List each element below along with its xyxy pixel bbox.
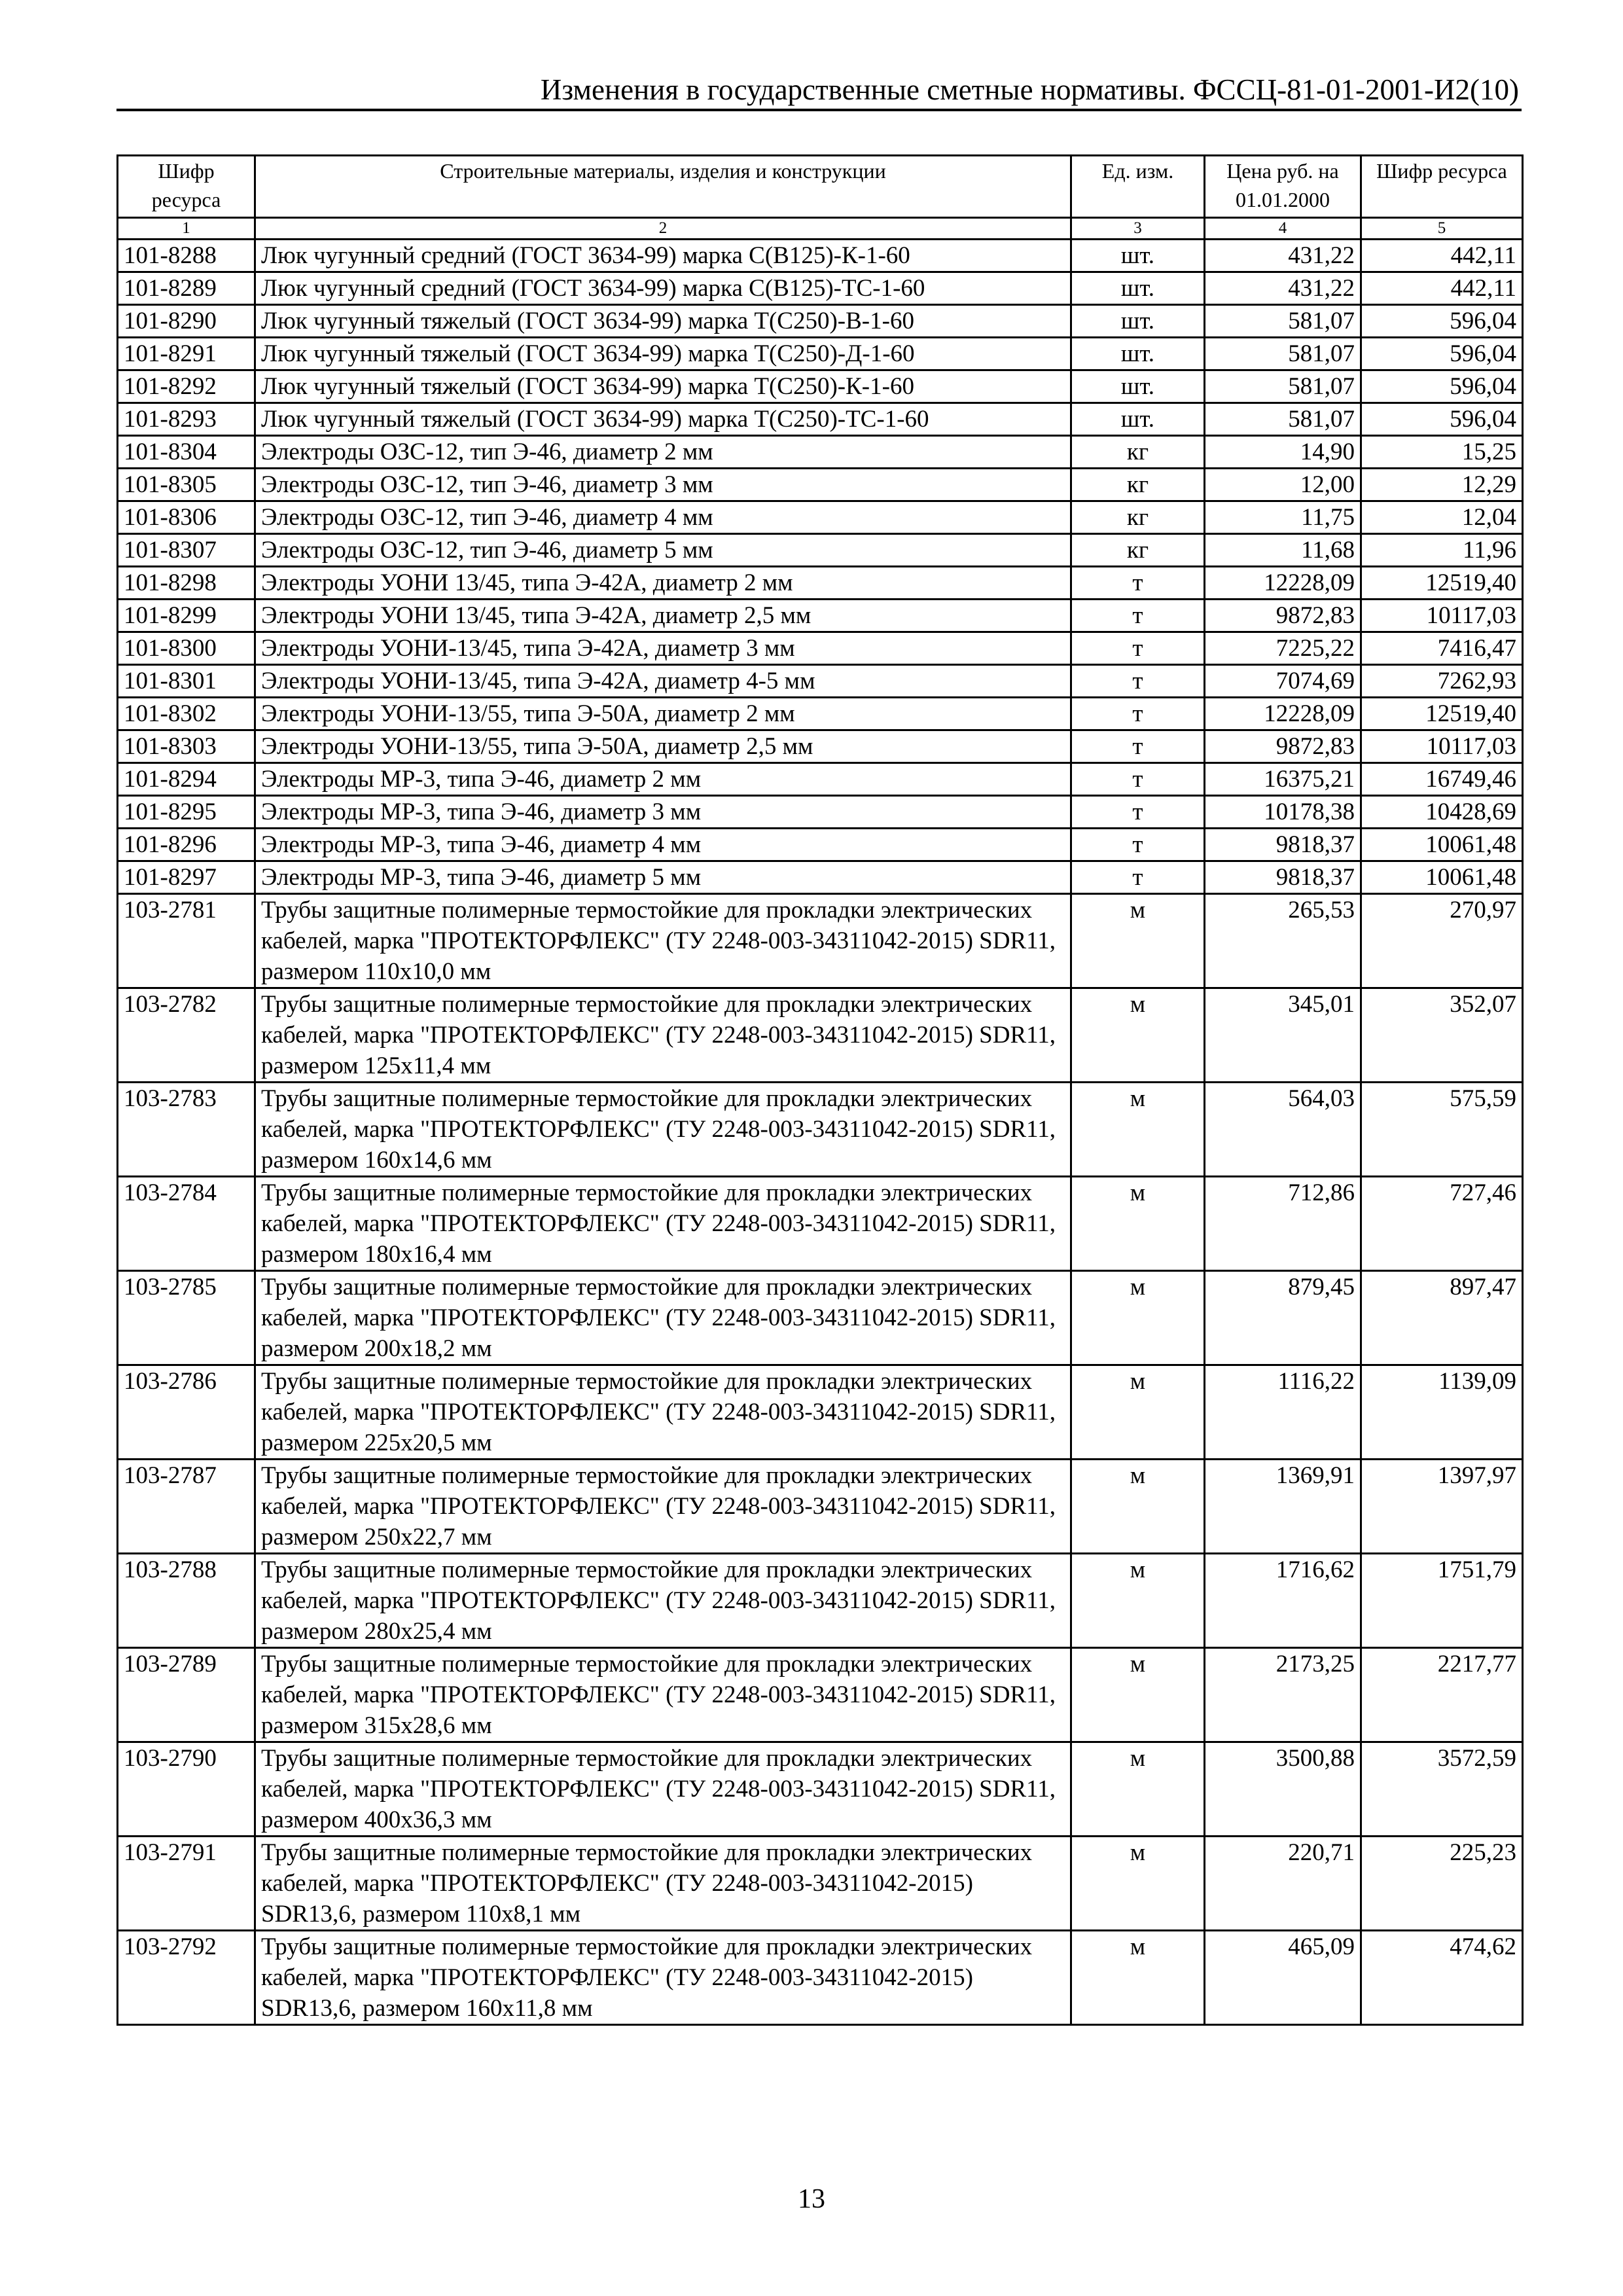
price-cell: 879,45 (1205, 1271, 1361, 1365)
table-row (118, 796, 1523, 829)
unit-cell: м (1071, 1460, 1205, 1554)
resource-code-cell: 101-8306 (118, 501, 255, 534)
price-cell: 11,75 (1205, 501, 1361, 534)
unit-cell: т (1071, 567, 1205, 600)
material-name-cell: Трубы защитные полимерные термостойкие для прокладки электрических кабелей, марка "ПРОТЕКТОРФЛЕКС" (ТУ 2248-003-34311042-2015) SDR11, размером 200x18,2 мм (255, 1271, 1071, 1365)
table-row (118, 1931, 1523, 2025)
unit-cell: т (1071, 861, 1205, 894)
material-name-cell: Люк чугунный средний (ГОСТ 3634-99) марка С(В125)-ТС-1-60 (255, 272, 1071, 305)
resource-code-cell: 103-2782 (118, 988, 255, 1083)
table-row (118, 1177, 1523, 1271)
resource-code-cell: 103-2781 (118, 894, 255, 988)
price-cell: 712,86 (1205, 1177, 1361, 1271)
unit-cell: м (1071, 1177, 1205, 1271)
resource-code-2-cell: 474,62 (1361, 1931, 1523, 2025)
material-name-cell: Электроды МР-3, типа Э-46, диаметр 5 мм (255, 861, 1071, 894)
resource-code-2-cell: 442,11 (1361, 240, 1523, 272)
column-number: 1 (118, 218, 255, 240)
resource-code-cell: 101-8298 (118, 567, 255, 600)
resource-code-2-cell: 442,11 (1361, 272, 1523, 305)
resource-code-cell: 103-2786 (118, 1365, 255, 1460)
column-header: Цена руб. на 01.01.2000 (1205, 156, 1361, 218)
resource-code-2-cell: 596,04 (1361, 305, 1523, 338)
resource-code-cell: 101-8303 (118, 730, 255, 763)
resource-code-2-cell: 3572,59 (1361, 1742, 1523, 1837)
table-row (118, 534, 1523, 567)
table-row (118, 305, 1523, 338)
unit-cell: шт. (1071, 403, 1205, 436)
document-title: Изменения в государственные сметные нормативы. ФССЦ-81-01-2001-И2(10) (540, 73, 1519, 106)
price-cell: 465,09 (1205, 1931, 1361, 2025)
material-name-cell: Трубы защитные полимерные термостойкие для прокладки электрических кабелей, марка "ПРОТЕКТОРФЛЕКС" (ТУ 2248-003-34311042-2015) SDR11, размером 250x22,7 мм (255, 1460, 1071, 1554)
table-row (118, 1460, 1523, 1554)
table-row (118, 272, 1523, 305)
resource-code-cell: 103-2783 (118, 1083, 255, 1177)
price-cell: 265,53 (1205, 894, 1361, 988)
material-name-cell: Электроды МР-3, типа Э-46, диаметр 3 мм (255, 796, 1071, 829)
resource-code-cell: 101-8299 (118, 600, 255, 632)
table-row (118, 1837, 1523, 1931)
resource-code-2-cell: 1139,09 (1361, 1365, 1523, 1460)
price-cell: 2173,25 (1205, 1648, 1361, 1742)
resource-code-2-cell: 270,97 (1361, 894, 1523, 988)
column-number-row (118, 218, 1523, 240)
unit-cell: кг (1071, 436, 1205, 469)
table-row (118, 632, 1523, 665)
price-cell: 220,71 (1205, 1837, 1361, 1931)
price-cell: 14,90 (1205, 436, 1361, 469)
table-body (118, 240, 1523, 2025)
price-cell: 12228,09 (1205, 698, 1361, 730)
price-cell: 581,07 (1205, 370, 1361, 403)
unit-cell: м (1071, 1931, 1205, 2025)
table-row (118, 338, 1523, 370)
material-name-cell: Электроды ОЗС-12, тип Э-46, диаметр 4 мм (255, 501, 1071, 534)
unit-cell: кг (1071, 534, 1205, 567)
material-name-cell: Люк чугунный тяжелый (ГОСТ 3634-99) марка Т(С250)-В-1-60 (255, 305, 1071, 338)
unit-cell: т (1071, 698, 1205, 730)
price-cell: 345,01 (1205, 988, 1361, 1083)
resource-code-cell: 101-8293 (118, 403, 255, 436)
resource-code-cell: 103-2792 (118, 1931, 255, 2025)
material-name-cell: Трубы защитные полимерные термостойкие для прокладки электрических кабелей, марка "ПРОТЕКТОРФЛЕКС" (ТУ 2248-003-34311042-2015) SDR11, размером 315x28,6 мм (255, 1648, 1071, 1742)
resource-code-cell: 101-8289 (118, 272, 255, 305)
unit-cell: м (1071, 1554, 1205, 1648)
price-cell: 9872,83 (1205, 730, 1361, 763)
table-row (118, 1742, 1523, 1837)
price-cell: 1116,22 (1205, 1365, 1361, 1460)
material-name-cell: Электроды УОНИ-13/55, типа Э-50А, диаметр 2,5 мм (255, 730, 1071, 763)
material-name-cell: Электроды ОЗС-12, тип Э-46, диаметр 5 мм (255, 534, 1071, 567)
resource-code-2-cell: 596,04 (1361, 338, 1523, 370)
material-name-cell: Электроды ОЗС-12, тип Э-46, диаметр 3 мм (255, 469, 1071, 501)
table-row (118, 730, 1523, 763)
material-name-cell: Электроды УОНИ-13/45, типа Э-42А, диаметр 4-5 мм (255, 665, 1071, 698)
resource-code-cell: 103-2784 (118, 1177, 255, 1271)
resource-code-2-cell: 12,29 (1361, 469, 1523, 501)
resource-code-2-cell: 727,46 (1361, 1177, 1523, 1271)
material-name-cell: Электроды УОНИ 13/45, типа Э-42А, диаметр 2 мм (255, 567, 1071, 600)
resource-code-cell: 103-2787 (118, 1460, 255, 1554)
resource-code-cell: 101-8290 (118, 305, 255, 338)
material-name-cell: Электроды УОНИ 13/45, типа Э-42А, диаметр 2,5 мм (255, 600, 1071, 632)
resource-code-cell: 101-8304 (118, 436, 255, 469)
unit-cell: шт. (1071, 272, 1205, 305)
table-header-row (118, 156, 1523, 218)
unit-cell: м (1071, 988, 1205, 1083)
price-cell: 7225,22 (1205, 632, 1361, 665)
page-header (116, 72, 1522, 111)
resource-code-2-cell: 225,23 (1361, 1837, 1523, 1931)
column-header: Ед. изм. (1071, 156, 1205, 218)
resource-code-cell: 101-8305 (118, 469, 255, 501)
material-name-cell: Электроды УОНИ-13/45, типа Э-42А, диаметр 3 мм (255, 632, 1071, 665)
price-cell: 581,07 (1205, 338, 1361, 370)
unit-cell: м (1071, 1648, 1205, 1742)
material-name-cell: Трубы защитные полимерные термостойкие для прокладки электрических кабелей, марка "ПРОТЕКТОРФЛЕКС" (ТУ 2248-003-34311042-2015) SDR11, размером 225x20,5 мм (255, 1365, 1071, 1460)
material-name-cell: Люк чугунный тяжелый (ГОСТ 3634-99) марка Т(С250)-ТС-1-60 (255, 403, 1071, 436)
price-cell: 581,07 (1205, 305, 1361, 338)
price-cell: 3500,88 (1205, 1742, 1361, 1837)
resource-code-2-cell: 1397,97 (1361, 1460, 1523, 1554)
resource-code-2-cell: 10061,48 (1361, 861, 1523, 894)
price-cell: 9818,37 (1205, 861, 1361, 894)
price-cell: 581,07 (1205, 403, 1361, 436)
material-name-cell: Электроды ОЗС-12, тип Э-46, диаметр 2 мм (255, 436, 1071, 469)
table-row (118, 1083, 1523, 1177)
resource-code-2-cell: 596,04 (1361, 370, 1523, 403)
unit-cell: кг (1071, 501, 1205, 534)
unit-cell: м (1071, 1083, 1205, 1177)
material-name-cell: Трубы защитные полимерные термостойкие для прокладки электрических кабелей, марка "ПРОТЕКТОРФЛЕКС" (ТУ 2248-003-34311042-2015) SDR11, размером 280x25,4 мм (255, 1554, 1071, 1648)
unit-cell: т (1071, 665, 1205, 698)
resource-code-2-cell: 1751,79 (1361, 1554, 1523, 1648)
resource-code-cell: 103-2791 (118, 1837, 255, 1931)
material-name-cell: Люк чугунный тяжелый (ГОСТ 3634-99) марка Т(С250)-Д-1-60 (255, 338, 1071, 370)
table-row (118, 894, 1523, 988)
material-name-cell: Трубы защитные полимерные термостойкие для прокладки электрических кабелей, марка "ПРОТЕКТОРФЛЕКС" (ТУ 2248-003-34311042-2015) SDR11, размером 400x36,3 мм (255, 1742, 1071, 1837)
resource-code-2-cell: 352,07 (1361, 988, 1523, 1083)
table-row (118, 1648, 1523, 1742)
column-number: 5 (1361, 218, 1523, 240)
table-row (118, 1365, 1523, 1460)
unit-cell: кг (1071, 469, 1205, 501)
unit-cell: т (1071, 600, 1205, 632)
unit-cell: м (1071, 1837, 1205, 1931)
resource-code-cell: 101-8301 (118, 665, 255, 698)
column-number: 4 (1205, 218, 1361, 240)
unit-cell: т (1071, 763, 1205, 796)
resource-code-2-cell: 12,04 (1361, 501, 1523, 534)
unit-cell: шт. (1071, 240, 1205, 272)
unit-cell: т (1071, 632, 1205, 665)
table-row (118, 469, 1523, 501)
resource-code-2-cell: 10117,03 (1361, 600, 1523, 632)
unit-cell: шт. (1071, 305, 1205, 338)
resource-code-2-cell: 575,59 (1361, 1083, 1523, 1177)
price-cell: 9872,83 (1205, 600, 1361, 632)
resource-code-cell: 103-2789 (118, 1648, 255, 1742)
table-row (118, 665, 1523, 698)
resource-code-2-cell: 7416,47 (1361, 632, 1523, 665)
resource-code-2-cell: 10428,69 (1361, 796, 1523, 829)
resource-code-cell: 101-8297 (118, 861, 255, 894)
unit-cell: м (1071, 1271, 1205, 1365)
material-name-cell: Люк чугунный средний (ГОСТ 3634-99) марка С(В125)-К-1-60 (255, 240, 1071, 272)
table-row (118, 829, 1523, 861)
resource-code-2-cell: 12519,40 (1361, 698, 1523, 730)
price-cell: 10178,38 (1205, 796, 1361, 829)
unit-cell: т (1071, 730, 1205, 763)
column-header: Строительные материалы, изделия и конструкции (255, 156, 1071, 218)
resource-code-2-cell: 897,47 (1361, 1271, 1523, 1365)
material-name-cell: Трубы защитные полимерные термостойкие для прокладки электрических кабелей, марка "ПРОТЕКТОРФЛЕКС" (ТУ 2248-003-34311042-2015) SDR11, размером 160x14,6 мм (255, 1083, 1071, 1177)
price-cell: 564,03 (1205, 1083, 1361, 1177)
price-cell: 431,22 (1205, 240, 1361, 272)
table-row (118, 861, 1523, 894)
resource-code-cell: 101-8292 (118, 370, 255, 403)
resource-code-2-cell: 16749,46 (1361, 763, 1523, 796)
price-table (116, 154, 1524, 2026)
resource-code-2-cell: 596,04 (1361, 403, 1523, 436)
material-name-cell: Трубы защитные полимерные термостойкие для прокладки электрических кабелей, марка "ПРОТЕКТОРФЛЕКС" (ТУ 2248-003-34311042-2015) SDR11, размером 125x11,4 мм (255, 988, 1071, 1083)
resource-code-2-cell: 10117,03 (1361, 730, 1523, 763)
unit-cell: т (1071, 796, 1205, 829)
table-row (118, 240, 1523, 272)
table-row (118, 501, 1523, 534)
table-row (118, 1271, 1523, 1365)
price-cell: 431,22 (1205, 272, 1361, 305)
unit-cell: м (1071, 1365, 1205, 1460)
material-name-cell: Трубы защитные полимерные термостойкие для прокладки электрических кабелей, марка "ПРОТЕКТОРФЛЕКС" (ТУ 2248-003-34311042-2015) SDR11, размером 180x16,4 мм (255, 1177, 1071, 1271)
resource-code-cell: 101-8307 (118, 534, 255, 567)
table-row (118, 403, 1523, 436)
material-name-cell: Электроды УОНИ-13/55, типа Э-50А, диаметр 2 мм (255, 698, 1071, 730)
column-header: Шифр ресурса (118, 156, 255, 218)
table-row (118, 698, 1523, 730)
price-cell: 11,68 (1205, 534, 1361, 567)
resource-code-2-cell: 2217,77 (1361, 1648, 1523, 1742)
price-cell: 7074,69 (1205, 665, 1361, 698)
table-row (118, 1554, 1523, 1648)
resource-code-cell: 103-2788 (118, 1554, 255, 1648)
resource-code-cell: 101-8294 (118, 763, 255, 796)
column-number: 3 (1071, 218, 1205, 240)
resource-code-2-cell: 12519,40 (1361, 567, 1523, 600)
unit-cell: м (1071, 1742, 1205, 1837)
price-cell: 9818,37 (1205, 829, 1361, 861)
material-name-cell: Трубы защитные полимерные термостойкие для прокладки электрических кабелей, марка "ПРОТЕКТОРФЛЕКС" (ТУ 2248-003-34311042-2015) SDR11, размером 110x10,0 мм (255, 894, 1071, 988)
unit-cell: т (1071, 829, 1205, 861)
unit-cell: м (1071, 894, 1205, 988)
resource-code-cell: 103-2790 (118, 1742, 255, 1837)
material-name-cell: Электроды МР-3, типа Э-46, диаметр 4 мм (255, 829, 1071, 861)
resource-code-2-cell: 10061,48 (1361, 829, 1523, 861)
resource-code-cell: 101-8302 (118, 698, 255, 730)
material-name-cell: Трубы защитные полимерные термостойкие для прокладки электрических кабелей, марка "ПРОТЕКТОРФЛЕКС" (ТУ 2248-003-34311042-2015) SDR13,6, размером 160x11,8 мм (255, 1931, 1071, 2025)
price-cell: 12228,09 (1205, 567, 1361, 600)
table-row (118, 436, 1523, 469)
price-cell: 1369,91 (1205, 1460, 1361, 1554)
column-header: Шифр ресурса (1361, 156, 1523, 218)
resource-code-cell: 101-8295 (118, 796, 255, 829)
material-name-cell: Трубы защитные полимерные термостойкие для прокладки электрических кабелей, марка "ПРОТЕКТОРФЛЕКС" (ТУ 2248-003-34311042-2015) SDR13,6, размером 110x8,1 мм (255, 1837, 1071, 1931)
resource-code-2-cell: 15,25 (1361, 436, 1523, 469)
resource-code-cell: 101-8291 (118, 338, 255, 370)
resource-code-cell: 101-8300 (118, 632, 255, 665)
price-cell: 12,00 (1205, 469, 1361, 501)
column-number: 2 (255, 218, 1071, 240)
table-row (118, 370, 1523, 403)
price-cell: 1716,62 (1205, 1554, 1361, 1648)
resource-code-cell: 101-8296 (118, 829, 255, 861)
table-row (118, 600, 1523, 632)
resource-code-cell: 101-8288 (118, 240, 255, 272)
table-row (118, 567, 1523, 600)
resource-code-2-cell: 7262,93 (1361, 665, 1523, 698)
table-row (118, 763, 1523, 796)
table-row (118, 988, 1523, 1083)
page-number: 13 (798, 2184, 825, 2214)
material-name-cell: Электроды МР-3, типа Э-46, диаметр 2 мм (255, 763, 1071, 796)
unit-cell: шт. (1071, 370, 1205, 403)
resource-code-cell: 103-2785 (118, 1271, 255, 1365)
unit-cell: шт. (1071, 338, 1205, 370)
material-name-cell: Люк чугунный тяжелый (ГОСТ 3634-99) марка Т(С250)-К-1-60 (255, 370, 1071, 403)
resource-code-2-cell: 11,96 (1361, 534, 1523, 567)
price-cell: 16375,21 (1205, 763, 1361, 796)
